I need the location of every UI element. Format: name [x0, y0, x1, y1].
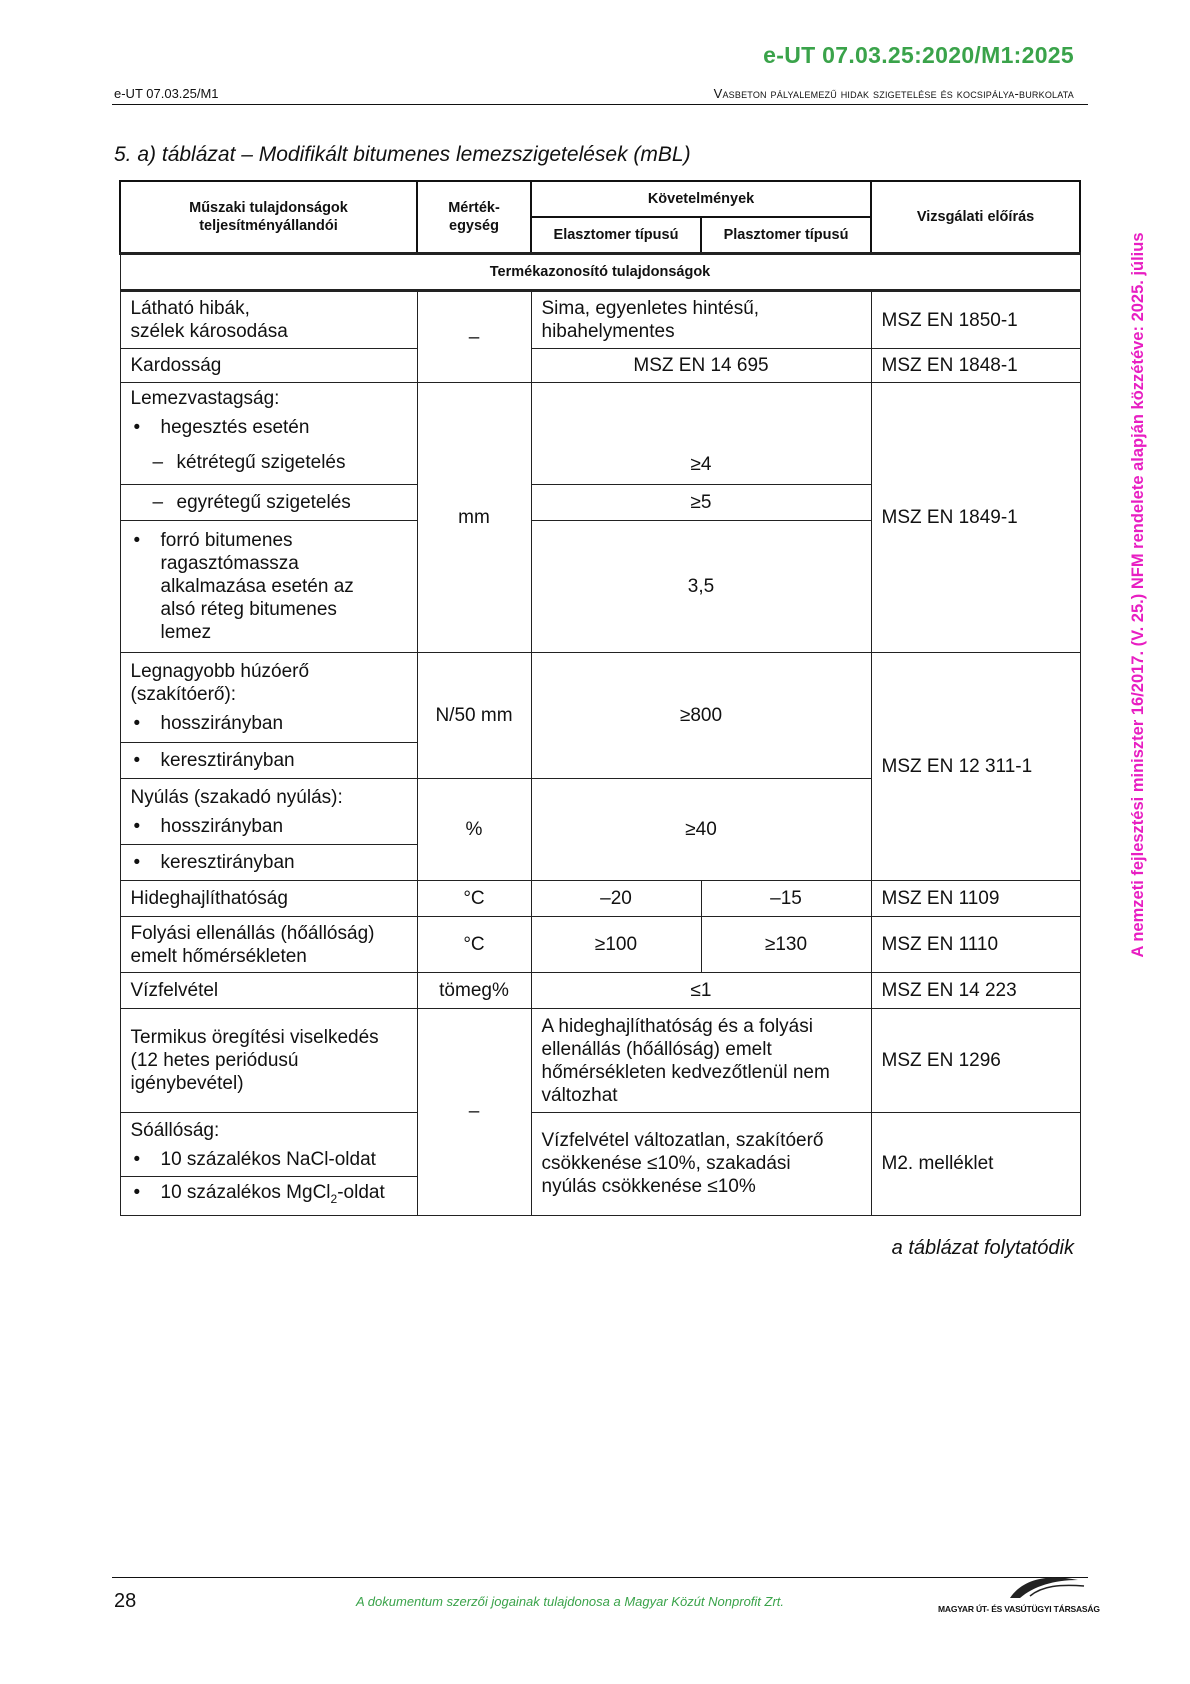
thickness-hot-line4: alsó réteg bitumenes	[160, 599, 337, 620]
cold-flexibility-unit: °C	[417, 881, 531, 917]
specification-table	[119, 180, 1081, 1216]
header-test-method: Vizsgálati előírás	[871, 181, 1080, 254]
document-code: e-UT 07.03.25:2020/M1:2025	[763, 42, 1074, 68]
elongation-label: Nyúlás (szakadó nyúlás):	[130, 786, 343, 808]
tensile-requirement: ≥800	[531, 653, 871, 779]
thickness-hot-line1: • forró bitumenes	[160, 530, 293, 551]
header-property	[120, 181, 417, 254]
header-unit-line1: Mérték-	[448, 200, 500, 216]
row-elongation	[120, 779, 417, 845]
thickness-double-requirement: ≥4	[531, 383, 871, 485]
thickness-single-requirement: ≥5	[531, 485, 871, 521]
salt-test: M2. melléklet	[871, 1113, 1080, 1216]
elongation-longitudinal: • hosszirányban	[131, 815, 407, 838]
aging-req-line3: hőmérsékleten kedvezőtlenül nem	[541, 1061, 830, 1083]
aging-requirement	[531, 1009, 871, 1113]
aging-salt-unit: –	[417, 1009, 531, 1216]
water-test: MSZ EN 14 223	[871, 973, 1080, 1009]
thickness-hot-line2: ragasztómassza	[160, 553, 299, 574]
thickness-double: – kétrétegű szigetelés	[131, 451, 407, 474]
visible-defects-req-line2: hibahelymentes	[541, 321, 675, 342]
visible-defects-unit: –	[417, 291, 531, 383]
row-cold-flexibility: Hideghajlíthatóság	[120, 881, 417, 917]
rail-swoosh-icon	[938, 1572, 1088, 1602]
salt-label: Sóállóság:	[130, 1119, 220, 1141]
cold-flexibility-plastomer: –15	[701, 881, 871, 917]
salt-mgcl-post: -oldat	[337, 1182, 385, 1203]
aging-req-line2: ellenállás (hőállóság) emelt	[541, 1038, 772, 1060]
visible-defects-requirement	[531, 291, 871, 349]
row-flow-resistance	[120, 917, 417, 973]
water-unit: tömeg%	[417, 973, 531, 1009]
thickness-hot-line5: lemez	[160, 622, 212, 643]
aging-line1: Termikus öregítési viselkedés	[130, 1027, 379, 1048]
aging-test: MSZ EN 1296	[871, 1009, 1080, 1113]
header-unit	[417, 181, 531, 254]
header-property-line1: Műszaki tulajdonságok	[189, 200, 348, 216]
thickness-single: – egyrétegű szigetelés	[131, 491, 407, 514]
header-property-line2: teljesítményállandói	[199, 218, 338, 234]
tensile-line1: Legnagyobb húzóerő	[130, 661, 310, 682]
row-tensile	[120, 653, 417, 743]
section-heading: Termékazonosító tulajdonságok	[120, 254, 1080, 291]
tensile-unit: N/50 mm	[417, 653, 531, 779]
elongation-requirement: ≥40	[531, 779, 871, 881]
row-salt-resistance	[120, 1113, 417, 1177]
thickness-welding: • hegesztés esetén	[131, 416, 407, 439]
copyright-note: A dokumentum szerzői jogainak tulajdonosa a Magyar Közút Nonprofit Zrt.	[356, 1594, 785, 1609]
elongation-transverse: • keresztirányban	[131, 851, 407, 874]
salt-req-line2: csökkenése ≤10%, szakadási	[541, 1153, 791, 1175]
salt-nacl: • 10 százalékos NaCl-oldat	[131, 1148, 407, 1171]
aging-line2: (12 hetes periódusú	[130, 1050, 299, 1071]
visible-defects-req-line1: Sima, egyenletes hintésű,	[541, 298, 760, 319]
straightness-requirement: MSZ EN 14 695	[531, 349, 871, 383]
flow-line1: Folyási ellenállás (hőállóság)	[130, 922, 375, 944]
visible-defects-line2: szélek károsodása	[130, 321, 288, 342]
thickness-test: MSZ EN 1849-1	[871, 383, 1080, 653]
row-straightness: Kardosság	[120, 349, 417, 383]
header-elastomer: Elasztomer típusú	[531, 217, 701, 254]
table-caption: 5. a) táblázat – Modifikált bitumenes lemezszigetelések (mBL)	[114, 143, 691, 166]
row-visible-defects	[120, 291, 417, 349]
header-unit-line2: egység	[449, 218, 499, 234]
aging-req-line4: változhat	[541, 1084, 618, 1106]
society-logo	[938, 1572, 1100, 1616]
tensile-test: MSZ EN 12 311-1	[871, 653, 1080, 881]
header-requirements: Követelmények	[531, 181, 871, 217]
header-title: Vasbeton pályalemezű hidak szigetelése és kocsipálya-burkolata	[713, 86, 1074, 101]
header-plastomer: Plasztomer típusú	[701, 217, 871, 254]
aging-line3: igénybevétel)	[130, 1073, 244, 1094]
straightness-test: MSZ EN 1848-1	[871, 349, 1080, 383]
row-water-absorption: Vízfelvétel	[120, 973, 417, 1009]
flow-line2: emelt hőmérsékleten	[130, 945, 307, 967]
row-tensile-transverse	[120, 743, 417, 779]
elongation-unit: %	[417, 779, 531, 881]
cold-flexibility-elastomer: –20	[531, 881, 701, 917]
visible-defects-line1: Látható hibák,	[130, 298, 250, 319]
salt-requirement	[531, 1113, 871, 1216]
flow-unit: °C	[417, 917, 531, 973]
thickness-hot-line3: alkalmazása esetén az	[160, 576, 354, 597]
row-thickness	[120, 383, 417, 485]
aging-req-line1: A hideghajlíthatóság és a folyási	[541, 1015, 813, 1037]
publication-side-note: A nemzeti fejlesztési miniszter 16/2017. (V. 25.) NFM rendelete alapján közzétéve: 2025. július	[1129, 232, 1147, 958]
row-elongation-transverse	[120, 845, 417, 881]
thickness-unit: mm	[417, 383, 531, 653]
page-number: 28	[114, 1590, 137, 1612]
flow-elastomer: ≥100	[531, 917, 701, 973]
salt-mgcl	[131, 1181, 407, 1211]
salt-req-line3: nyúlás csökkenése ≤10%	[541, 1176, 756, 1198]
row-thickness-hot	[120, 521, 417, 653]
salt-req-line1: Vízfelvétel változatlan, szakítóerő	[541, 1130, 824, 1152]
header-short-code: e-UT 07.03.25/M1	[114, 86, 219, 101]
flow-test: MSZ EN 1110	[871, 917, 1080, 973]
table-continues-note: a táblázat folytatódik	[891, 1237, 1074, 1259]
thickness-hot	[131, 529, 407, 644]
water-requirement: ≤1	[531, 973, 871, 1009]
salt-mgcl-pre: 10 százalékos MgCl	[160, 1182, 331, 1203]
header-rule	[112, 104, 1088, 105]
tensile-transverse: • keresztirányban	[131, 749, 407, 772]
tensile-longitudinal: • hosszirányban	[131, 712, 407, 735]
flow-plastomer: ≥130	[701, 917, 871, 973]
row-thickness-single	[120, 485, 417, 521]
row-salt-mgcl	[120, 1177, 417, 1216]
thickness-label: Lemezvastagság:	[130, 388, 280, 409]
salt-mgcl-sub: 2	[330, 1191, 338, 1206]
thickness-hot-requirement: 3,5	[531, 521, 871, 653]
visible-defects-test: MSZ EN 1850-1	[871, 291, 1080, 349]
tensile-line2: (szakítóerő):	[130, 684, 237, 705]
row-thermal-aging	[120, 1009, 417, 1113]
cold-flexibility-test: MSZ EN 1109	[871, 881, 1080, 917]
logo-text: MAGYAR ÚT- ÉS VASÚTÜGYI TÁRSASÁG	[938, 1604, 1100, 1614]
